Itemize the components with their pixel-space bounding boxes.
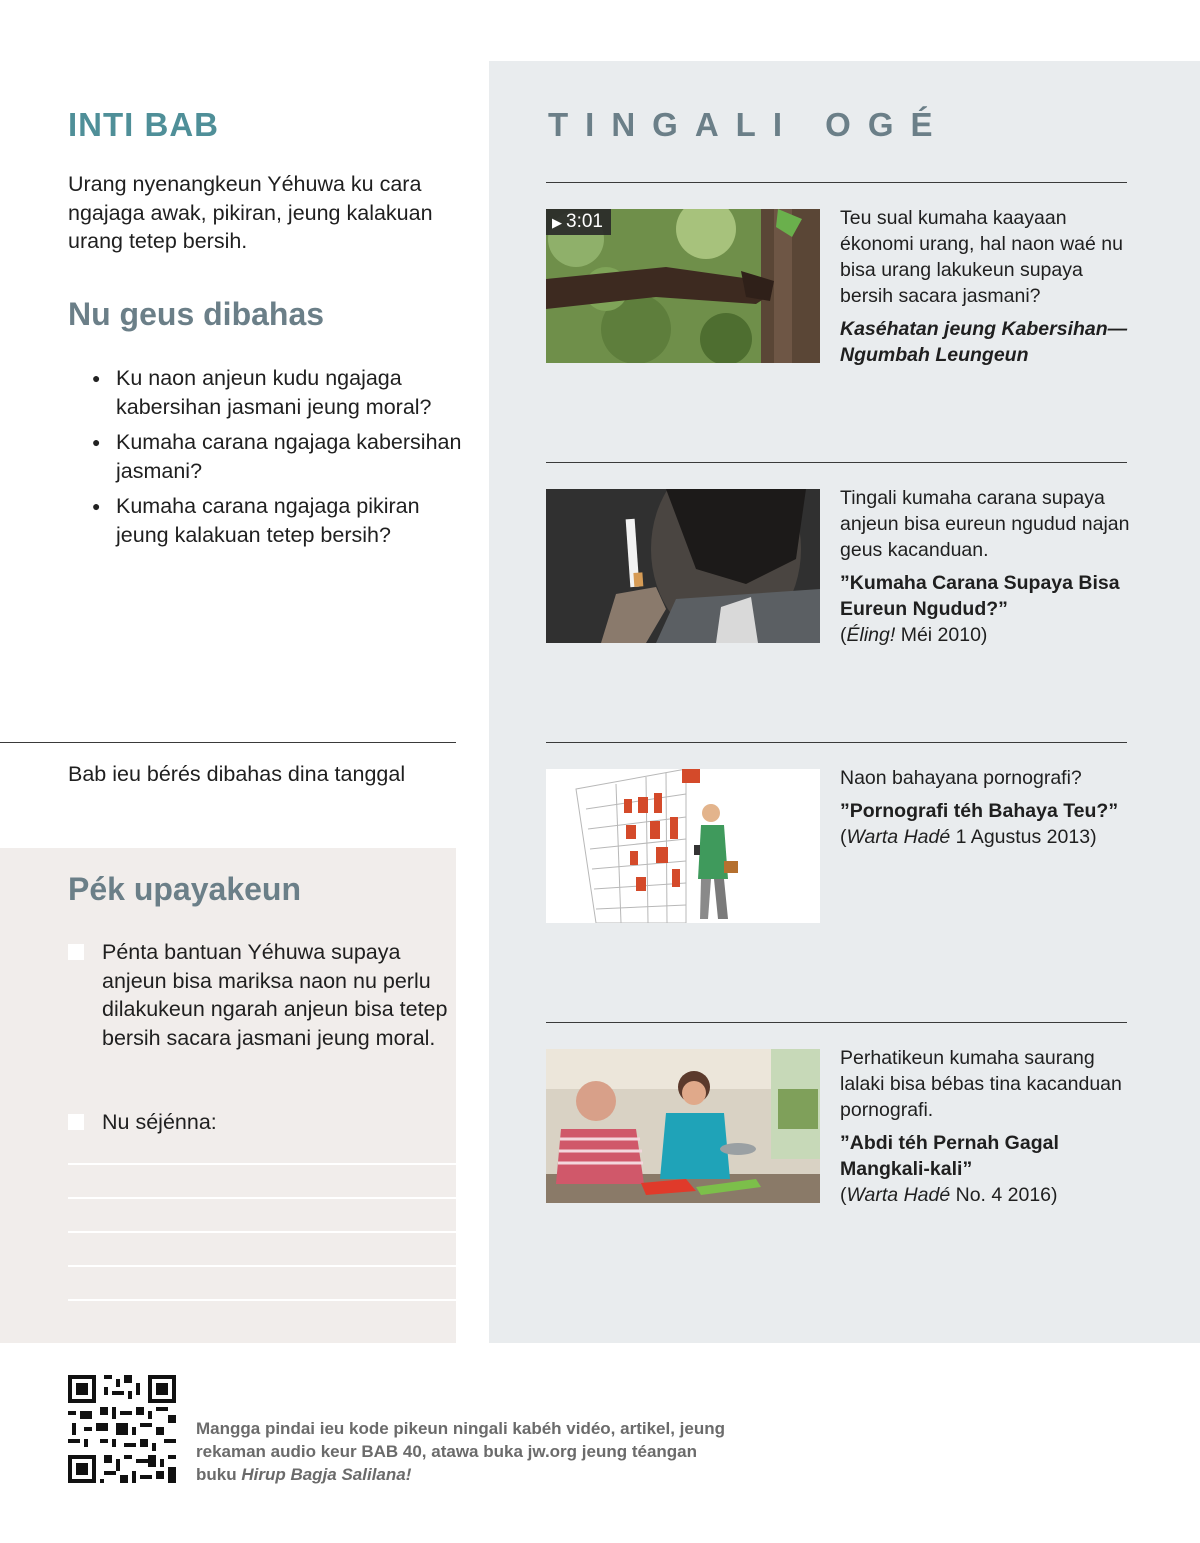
source-open: ( — [840, 826, 847, 848]
footer-book-title: Hirup Bagja Salilana! — [241, 1465, 412, 1484]
checkbox-icon[interactable] — [68, 944, 84, 960]
card-link-title[interactable]: Kaséhatan jeung Kabersihan—Ngumbah Leungeun — [840, 318, 1128, 366]
card-description: Tingali kumaha carana supaya anjeun bisa eureun ngudud najan geus kacanduan. — [840, 487, 1130, 561]
source-publication: Warta Hadé — [846, 1184, 951, 1206]
list-item: ● Kumaha carana ngajaga kabersihan jasmani? — [92, 428, 472, 485]
checklist-item-label: Nu séjénna: — [102, 1110, 217, 1134]
checklist-item-other[interactable] — [68, 1108, 448, 1137]
try-title: Pék upayakeun — [68, 871, 301, 907]
card-description: Teu sual kumaha kaayaan ékonomi urang, hal naon waé nu bisa urang lakukeun supaya bersih sacara jasmani? — [840, 207, 1123, 307]
see-also-card-1 — [840, 205, 1130, 368]
inti-bab-title: INTI BAB — [68, 106, 219, 143]
divider — [0, 742, 456, 743]
footer-text-main: Mangga pindai ieu kode pikeun ningali kabéh vidéo, artikel, jeung rekaman audio keur BAB 40, atawa buka jw.org jeung téangan buku — [196, 1419, 725, 1484]
see-also-card-2 — [840, 485, 1130, 648]
source-date: No. 4 2016) — [950, 1184, 1058, 1206]
write-line[interactable] — [68, 1197, 456, 1199]
card-source — [840, 1182, 1130, 1208]
card-description: Naon bahayana pornografi? — [840, 767, 1082, 789]
write-line[interactable] — [68, 1163, 456, 1165]
article-thumbnail-kitchen[interactable] — [546, 1049, 820, 1203]
source-open: ( — [840, 624, 847, 646]
checkbox-icon[interactable] — [68, 1114, 84, 1130]
source-open: ( — [840, 1184, 847, 1206]
source-date: 1 Agustus 2013) — [950, 826, 1097, 848]
write-line[interactable] — [68, 1265, 456, 1267]
footer-text — [196, 1417, 736, 1486]
man-phone-illustration — [546, 769, 820, 923]
write-line[interactable] — [68, 1231, 456, 1233]
card-link-title[interactable]: ”Abdi téh Pernah Gagal Mangkali-kali” — [840, 1132, 1059, 1180]
source-publication: Warta Hadé — [846, 826, 951, 848]
see-also-card-4 — [840, 1045, 1130, 1208]
article-thumbnail-cigarette[interactable] — [546, 489, 820, 643]
inti-bab-text: Urang nyenangkeun Yéhuwa ku cara ngajaga awak, pikiran, jeung kalakuan urang tetep bersih. — [68, 172, 433, 253]
write-line[interactable] — [68, 1299, 456, 1301]
divider — [546, 462, 1127, 463]
date-label: Bab ieu bérés dibahas dina tanggal — [68, 762, 406, 786]
video-thumbnail-handwashing[interactable] — [546, 209, 820, 363]
discussed-title: Nu geus dibahas — [68, 296, 325, 332]
see-also-card-3 — [840, 765, 1130, 850]
card-link-title[interactable]: ”Kumaha Carana Supaya Bisa Eureun Ngudud?” — [840, 572, 1120, 620]
video-duration-badge — [546, 209, 611, 235]
source-date: Méi 2010) — [895, 624, 988, 646]
card-source — [840, 824, 1130, 850]
divider — [546, 1022, 1127, 1023]
checklist-item[interactable] — [68, 938, 448, 1052]
article-thumbnail-pornography[interactable] — [546, 769, 820, 923]
divider — [546, 182, 1127, 183]
card-link-title[interactable]: ”Pornografi téh Bahaya Teu?” — [840, 800, 1119, 822]
play-icon: ▶ — [552, 215, 562, 230]
see-also-title: TINGALI OGÉ — [548, 106, 950, 143]
qr-code-icon[interactable] — [68, 1375, 176, 1483]
video-duration: 3:01 — [566, 211, 603, 232]
checklist-item-label: Pénta bantuan Yéhuwa supaya anjeun bisa mariksa naon nu perlu dilakukeun ngarah anjeun bisa tetep bersih sacara jasmani jeung moral. — [102, 940, 448, 1050]
try-box — [0, 848, 456, 1343]
discussed-list — [92, 364, 472, 556]
couple-kitchen-image — [546, 1049, 820, 1203]
cigarette-image — [546, 489, 820, 643]
card-description: Perhatikeun kumaha saurang lalaki bisa bébas tina kacanduan pornografi. — [840, 1047, 1122, 1121]
divider — [546, 742, 1127, 743]
source-publication: Éling! — [846, 624, 896, 646]
list-item: ● Kumaha carana ngajaga pikiran jeung kalakuan tetep bersih? — [92, 492, 472, 549]
list-item: ● Ku naon anjeun kudu ngajaga kabersihan jasmani jeung moral? — [92, 364, 472, 421]
card-source — [840, 622, 1130, 648]
